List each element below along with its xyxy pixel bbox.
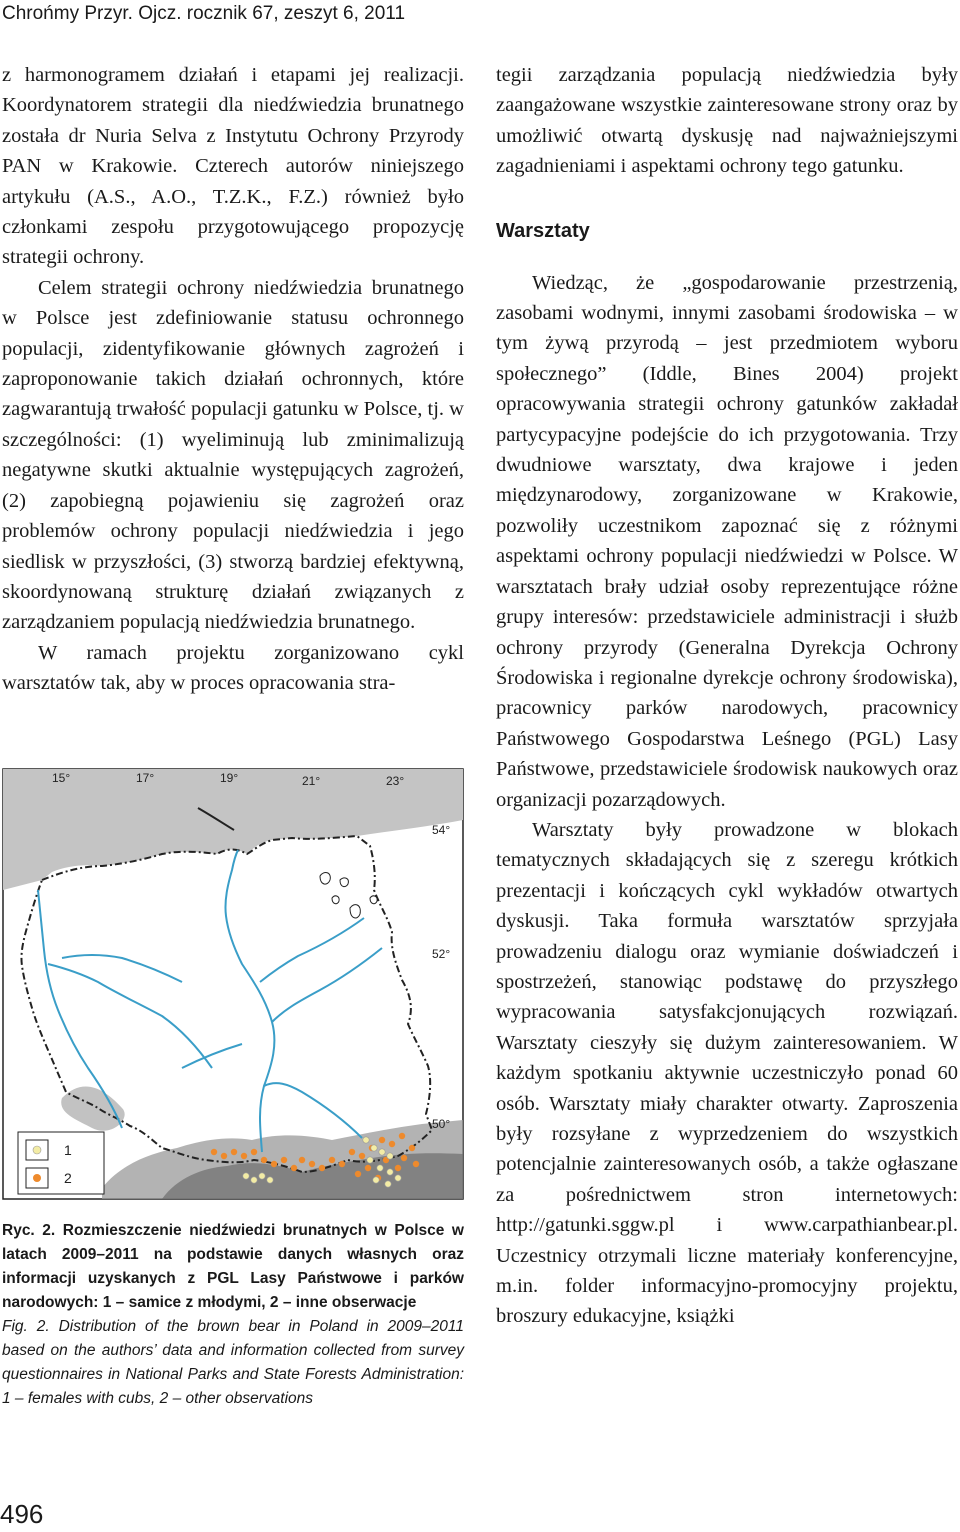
legend-label: 1 [64, 1142, 72, 1158]
observation-other [271, 1161, 277, 1167]
observation-other [211, 1149, 217, 1155]
observation-female-cubs [363, 1137, 369, 1143]
observation-other [339, 1161, 345, 1167]
observation-other [365, 1165, 371, 1171]
paragraph: W ramach projektu zorganizowano cykl warsztatów tak, aby w proces opracowania stra- [2, 641, 464, 695]
observation-female-cubs [267, 1177, 273, 1183]
observation-other [241, 1153, 247, 1159]
longitude-label: 23° [386, 774, 405, 788]
legend-label: 2 [64, 1170, 72, 1186]
left-column [2, 60, 464, 699]
caption-polish: Ryc. 2. Rozmieszczenie niedźwiedzi brunatnych w Polsce w latach 2009–2011 na podstawie danych własnych oraz informacji uzyskanych z PGL Lasy Państwowe i parków narodowych: 1 – samice z młodymi, 2 – inne obserwacje [2, 1222, 464, 1311]
observation-female-cubs [367, 1157, 373, 1163]
observation-other [401, 1155, 407, 1161]
observation-other [329, 1157, 335, 1163]
observation-female-cubs [243, 1173, 249, 1179]
paragraph: Wiedząc, że „gospodarowanie przestrzenią, zasobami wodnymi, innymi zasobami środowiska – w tym żywą przyrodą – jest przedmiotem wyboru społecznego” (Iddle, Bines 2004) projekt opracowywania strategii ochrony gatunków zakładał partycypacyjne podejście do ich przygotowania. Trzy dwudniowe warsztaty, dwa krajowe i jeden międzynarodowy, zorganizowane w Krakowie, pozwoliły uczestnikom zapoznać się z różnymi aspektami ochrony populacji niedźwiedzi w Polsce. W warsztatach brały udział osoby reprezentujące różne grupy interesów: przedstawiciele administracji i służb ochrony przyrody (Generalna Dyrekcja Ochrony Środowiska i regionalne dyrekcje ochrony środowiska), pracownicy parków narodowych, pracownicy Państwowego Gospodarstwa Leśnego (PGL) Lasy Państwowe, przedstawiciele środowisk naukowych oraz organizacji pozarządowych. [496, 271, 958, 811]
running-title: Chrońmy Przyr. Ojcz. rocznik 67, zeszyt 6, 2011 [2, 3, 406, 24]
figure-caption [2, 1219, 464, 1411]
observation-other [309, 1161, 315, 1167]
latitude-label: 52° [432, 947, 451, 961]
observation-other [221, 1153, 227, 1159]
observation-female-cubs [385, 1181, 391, 1187]
observation-other [355, 1171, 361, 1177]
lake [370, 896, 377, 904]
observation-female-cubs [371, 1145, 377, 1151]
observation-other [251, 1149, 257, 1155]
lake [320, 873, 330, 885]
longitude-label: 17° [136, 771, 155, 785]
observation-female-cubs [379, 1149, 385, 1155]
observation-other [409, 1145, 415, 1151]
longitude-label: 21° [302, 774, 321, 788]
observation-other [349, 1149, 355, 1155]
observation-female-cubs [373, 1177, 379, 1183]
observation-other [359, 1153, 365, 1159]
lake [332, 896, 339, 904]
bear-distribution-map [2, 768, 464, 1200]
observation-other [413, 1161, 419, 1167]
map-legend [18, 1132, 104, 1194]
latitude-label: 50° [432, 1117, 451, 1131]
observation-other [299, 1157, 305, 1163]
observation-other [291, 1165, 297, 1171]
observation-other [231, 1149, 237, 1155]
observation-other [379, 1137, 385, 1143]
legend-swatch-female-cubs [33, 1146, 41, 1154]
caption-english: Fig. 2. Distribution of the brown bear in Poland in 2009–2011 based on the authors’ data and information collected from survey questionnaires in National Parks and State Forests Administration: 1 – females with cubs, 2 – other observations [2, 1318, 464, 1407]
observation-other [395, 1165, 401, 1171]
observation-other [281, 1157, 287, 1163]
observation-female-cubs [259, 1173, 265, 1179]
observation-other [319, 1165, 325, 1171]
paragraph: Warsztaty były prowadzone w blokach tematycznych składających się z szeregu krótkich prezentacji i kończących cykl wykładów otwartych dyskusji. Taka formuła warsztatów sprzyjała prowadzeniu dialogu oraz wymianie doświadczeń i spostrzeżeń, stanowiąc podstawę do przyszłego wypracowania satysfakcjonujących rozwiązań. Warsztaty cieszyły się dużym zainteresowaniem. W każdym spotkaniu aktywnie uczestniczyło ponad 60 osób. Warsztaty miały charakter otwarty. Zaproszenia były rozsyłane z wyprzedzeniem do wszystkich potencjalnie zainteresowanych osób, a także ogłaszane za pośrednictwem stron internetowych: http://gatunki.sggw.pl i www.carpathianbear.pl. Uczestnicy otrzymali liczne materiały konferencyjne, m.in. folder informacyjno-promocyjny projektu, broszury edukacyjne, książki [496, 818, 958, 1328]
observation-other [399, 1133, 405, 1139]
lake [350, 905, 360, 918]
observation-female-cubs [387, 1153, 393, 1159]
latitude-label: 54° [432, 823, 451, 837]
lake [340, 878, 348, 887]
observation-female-cubs [395, 1175, 401, 1181]
observation-female-cubs [377, 1165, 383, 1171]
paragraph: Celem strategii ochrony niedźwiedzia brunatnego w Polsce jest zdefiniowanie statusu ochronnego populacji, zidentyfikowanie głównych zagrożeń i zaproponowanie takich działań ochronnych, które zagwarantują trwałość populacji gatunku w Polsce, tj. w szczególności: (1) wyeliminują lub zminimalizują negatywne skutki aktualnie występujących zagrożeń, (2) zapobiegną pojawieniu się zagrożeń oraz problemów ochrony populacji niedźwiedzia i jego siedlisk w przyszłości, (3) stworzą bardziej efektywną, skoordynowaną strukturę działań związanych z zarządzaniem populacją niedźwiedzia brunatnego. [2, 276, 464, 634]
observation-female-cubs [251, 1177, 257, 1183]
paragraph: tegii zarządzania populacją niedźwiedzia były zaangażowane wszystkie zainteresowane strony oraz by umożliwić otwartą dyskusję nad najważniejszymi zagadnieniami i aspektami ochrony tego gatunku. [496, 64, 958, 178]
observation-female-cubs [387, 1169, 393, 1175]
observation-other [261, 1157, 267, 1163]
observation-other [389, 1141, 395, 1147]
longitude-label: 15° [52, 771, 71, 785]
right-column [496, 60, 958, 1332]
page-number: 496 [0, 1499, 44, 1529]
paragraph: z harmonogramem działań i etapami jej realizacji. Koordynatorem strategii dla niedźwiedzia brunatnego została dr Nuria Selva z Instytutu Ochrony Przyrody PAN w Krakowie. Czterech autorów niniejszego artykułu (A.S., A.O., T.Z.K., F.Z.) również było członkami zespołu przygotowującego propozycję strategii ochrony. [2, 64, 464, 269]
section-heading: Warsztaty [496, 219, 590, 242]
longitude-label: 19° [220, 771, 239, 785]
legend-swatch-other [33, 1174, 41, 1182]
